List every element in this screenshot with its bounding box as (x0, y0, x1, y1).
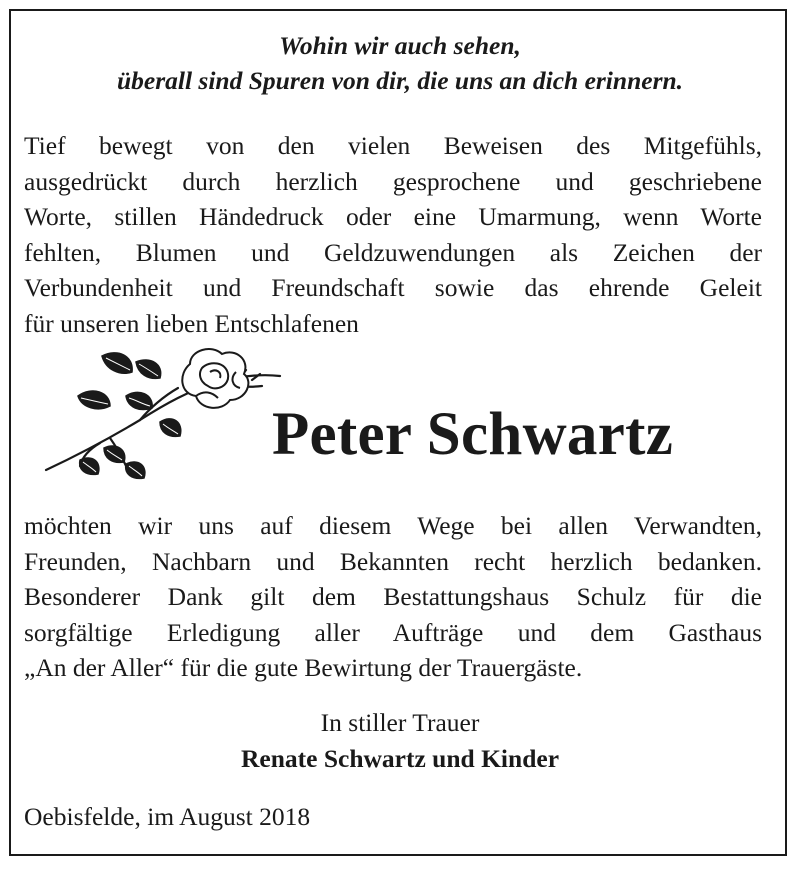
deceased-name: Peter Schwartz (272, 401, 674, 468)
motto-line-2: überall sind Spuren von dir, die uns an dich erinnern. (116, 66, 684, 95)
intro-line: Tief bewegt von den vielen Beweisen des Mitgefühls, (24, 131, 762, 160)
motto (20, 28, 780, 98)
thanks-line: Freunden, Nachbarn und Bekannten recht herzlich bedanken. (24, 546, 762, 576)
intro-line: ausgedrückt durch herzlich gesprochene und geschriebene (24, 166, 762, 196)
thanks-paragraph (24, 508, 762, 686)
thanks-line: Besonderer Dank gilt dem Bestattungshaus Schulz für die (24, 582, 762, 611)
intro-line: fehlten, Blumen und Geldzuwendungen als Zeichen der (24, 237, 762, 267)
place-date: Oebisfelde, im August 2018 (24, 802, 311, 831)
intro-line: Verbundenheit und Freundschaft sowie das ehrende Geleit (24, 273, 762, 302)
intro-line: Worte, stillen Händedruck oder eine Umarmung, wenn Worte (24, 202, 762, 231)
rose-icon (40, 342, 285, 484)
mourners-names: Renate Schwartz und Kinder (240, 744, 560, 773)
thanks-line: sorgfältige Erledigung aller Aufträge und dem Gasthaus (24, 617, 762, 647)
intro-line: für unseren lieben Entschlafenen (24, 308, 359, 338)
thanks-line: möchten wir uns auf diesem Wege bei allen Verwandten, (24, 511, 762, 540)
signoff-phrase: In stiller Trauer (320, 708, 480, 737)
intro-paragraph (24, 128, 762, 341)
motto-line-1: Wohin wir auch sehen, (279, 31, 521, 60)
thanks-line: „An der Aller“ für die gute Bewirtung der Trauergäste. (24, 653, 583, 682)
